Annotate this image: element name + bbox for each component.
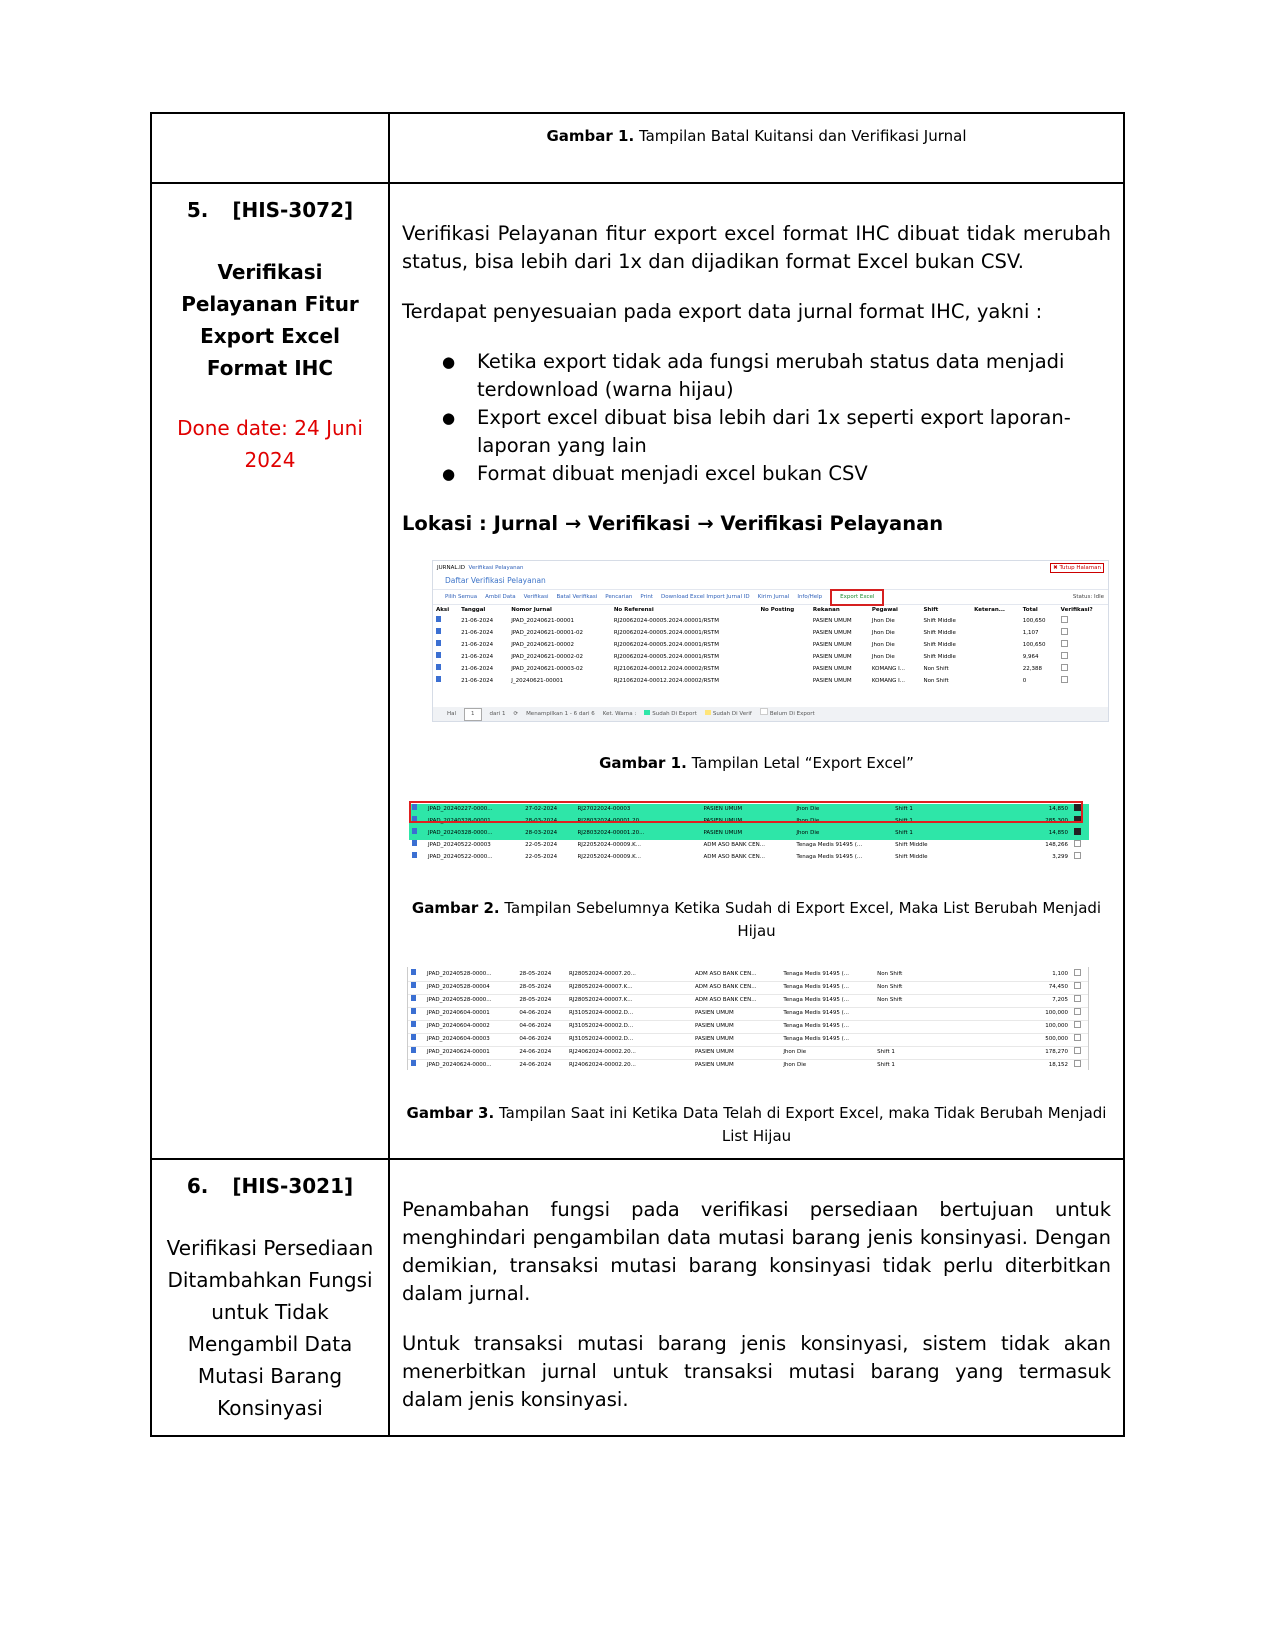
paragraph: Penambahan fungsi pada verifikasi persediaan bertujuan untuk menghindari pengambilan data mutasi barang jenis konsinyasi. Dengan demikian, transaksi mutasi barang konsinyasi tidak perlu diterbitkan dalam jurnal. — [402, 1198, 1111, 1305]
verify-checkbox[interactable] — [1074, 828, 1081, 835]
document-icon — [411, 1047, 416, 1053]
verify-checkbox[interactable] — [1061, 664, 1068, 671]
verify-checkbox[interactable] — [1074, 982, 1081, 989]
table-row[interactable]: 21-06-2024 JPAD_20240621-00002 RJ20062024-00005.2024.00001/RSTM PASIEN UMUM Jhon Die Shift Middle 100,650 — [433, 640, 1108, 652]
grid-header: Aksi Tanggal Nomor Jurnal No Referensi No Posting Rekanan Pegawai Shift Keteran... Total Verifikasi? — [436, 607, 1093, 613]
table-row[interactable]: 21-06-2024 JPAD_20240621-00001-02 RJ20062024-00005.2024.00001/RSTM PASIEN UMUM Jhon Die Shift Middle 1,107 — [433, 628, 1108, 640]
pagination-bar: Hal 1 dari 1 ⟳ Menampilkan 1 - 6 dari 6 Ket. Warna : Sudah Di Export Sudah Di Verif Belum Di Export — [433, 707, 1108, 721]
document-icon[interactable] — [436, 616, 441, 622]
screenshot-export-no-green — [407, 967, 1089, 1070]
document-icon[interactable] — [436, 628, 441, 634]
table-row[interactable]: 21-06-2024 JPAD_20240621-00002-02 RJ20062024-00005.2024.00001/RSTM PASIEN UMUM Jhon Die Shift Middle 9,964 — [433, 652, 1108, 664]
table-row[interactable]: JPAD_20240227-0000... 27-02-2024 RJ27022024-00003 PASIEN UMUM Jhon Die Shift 1 14,850 — [409, 804, 1089, 816]
send-journal-button[interactable]: Kirim Jurnal — [757, 593, 790, 600]
table-row[interactable]: JPAD_20240604-00003 04-06-2024 RJ31052024-00002.D... PASIEN UMUM Tenaga Medis 91495 (... 500,000 — [408, 1034, 1088, 1047]
verify-checkbox[interactable] — [1074, 995, 1081, 1002]
item-6-content — [389, 1159, 1124, 1436]
document-icon — [412, 828, 417, 834]
search-button[interactable]: Pencarian — [605, 593, 633, 600]
item-heading: 5. [HIS-3072] — [186, 198, 354, 222]
panel-title: Daftar Verifikasi Pelayanan — [433, 575, 1108, 590]
document-icon — [411, 1060, 416, 1066]
toolbar — [433, 590, 1108, 605]
item-title: Verifikasi Pelayanan Fitur Export Excel Format IHC — [181, 260, 359, 380]
table-row — [151, 113, 1124, 183]
table-row[interactable]: JPAD_20240624-00001 24-06-2024 RJ24062024-00002.20... PASIEN UMUM Jhon Die Shift 1 178,270 — [408, 1047, 1088, 1060]
figure-caption: Gambar 1. Tampilan Letal “Export Excel” — [599, 754, 914, 772]
export-excel-button[interactable]: Export Excel — [830, 589, 884, 606]
breadcrumb-link[interactable]: Verifikasi Pelayanan — [468, 564, 524, 571]
document-icon[interactable] — [436, 676, 441, 682]
verify-checkbox[interactable] — [1074, 1008, 1081, 1015]
table-row[interactable]: JPAD_20240522-00003 22-05-2024 RJ22052024-00009.K... ADM ASO BANK CEN... Tenaga Medis 91495 (... Shift Middle 148,266 — [409, 840, 1089, 852]
empty-left-cell — [151, 113, 389, 183]
figure-caption: Gambar 1. Tampilan Batal Kuitansi dan Verifikasi Jurnal — [546, 127, 967, 145]
table-row[interactable]: 21-06-2024 JPAD_20240621-00003-02 RJ21062024-00012.2024.00002/RSTM PASIEN UMUM KOMANG I... Non Shift 22,388 — [433, 664, 1108, 676]
document-icon — [412, 840, 417, 846]
table-row[interactable]: 21-06-2024 J_20240621-00001 RJ21062024-00012.2024.00002/RSTM PASIEN UMUM KOMANG I... Non Shift 0 — [433, 676, 1108, 688]
document-icon — [411, 1021, 416, 1027]
download-excel-button[interactable]: Download Excel Import Jurnal ID — [660, 593, 750, 600]
list-item: ● Format dibuat menjadi excel bukan CSV — [442, 460, 1111, 488]
document-icon[interactable] — [436, 664, 441, 670]
table-row[interactable]: JPAD_20240328-0000... 28-03-2024 RJ28032024-00001.20... PASIEN UMUM Jhon Die Shift 1 14,850 — [409, 828, 1089, 840]
data-grid — [408, 969, 1088, 1070]
verify-checkbox[interactable] — [1061, 652, 1068, 659]
verify-checkbox[interactable] — [1074, 969, 1081, 976]
table-row[interactable]: JPAD_20240624-0000... 24-06-2024 RJ24062024-00002.20... PASIEN UMUM Jhon Die Shift 1 18,152 — [408, 1060, 1088, 1071]
item-5-content — [389, 183, 1124, 1159]
verify-button[interactable]: Verifikasi — [523, 593, 549, 600]
verify-checkbox[interactable] — [1074, 1021, 1081, 1028]
cancel-verify-button[interactable]: Batal Verifikasi — [556, 593, 598, 600]
item-title: Verifikasi Persediaan Ditambahkan Fungsi untuk Tidak Mengambil Data Mutasi Barang Konsinyasi — [166, 1236, 374, 1420]
list-item: ● Ketika export tidak ada fungsi merubah status data menjadi terdownload (warna hijau) — [442, 348, 1111, 404]
verify-checkbox[interactable] — [1061, 676, 1068, 683]
verify-checkbox[interactable] — [1061, 628, 1068, 635]
document-icon — [411, 1008, 416, 1014]
paragraph: Terdapat penyesuaian pada export data jurnal format IHC, yakni : — [402, 300, 1043, 323]
page-input[interactable]: 1 — [464, 708, 482, 721]
table-row — [151, 183, 1124, 1159]
document-icon — [412, 852, 417, 858]
table-row[interactable]: JPAD_20240604-00001 04-06-2024 RJ31052024-00002.D... PASIEN UMUM Tenaga Medis 91495 (... 100,000 — [408, 1008, 1088, 1021]
highlight-box — [409, 801, 1083, 823]
document-icon — [411, 969, 416, 975]
table-row[interactable]: JPAD_20240522-0000... 22-05-2024 RJ22052024-00009.K... ADM ASO BANK CEN... Tenaga Medis 91495 (... Shift Middle 3,299 — [409, 852, 1089, 861]
paragraph: Untuk transaksi mutasi barang jenis konsinyasi, sistem tidak akan menerbitkan jurnal untuk transaksi mutasi barang yang termasuk dalam jenis konsinyasi. — [402, 1332, 1111, 1411]
verify-checkbox[interactable] — [1074, 852, 1081, 859]
verify-checkbox[interactable] — [1074, 840, 1081, 847]
figure-caption: Gambar 3. Tampilan Saat ini Ketika Data Telah di Export Excel, maka Tidak Berubah Menjadi List Hijau — [406, 1104, 1107, 1145]
document-icon[interactable] — [436, 652, 441, 658]
item-6-cell — [151, 1159, 389, 1436]
table-row — [151, 1159, 1124, 1436]
done-date: Done date: 24 Juni 2024 — [177, 416, 363, 472]
verify-checkbox[interactable] — [1061, 640, 1068, 647]
verify-checkbox[interactable] — [1074, 1034, 1081, 1041]
item-5-cell — [151, 183, 389, 1159]
location-path: Lokasi : Jurnal → Verifikasi → Verifikasi Pelayanan — [402, 512, 944, 535]
legend-swatch-verified — [705, 710, 711, 715]
table-row[interactable]: 21-06-2024 JPAD_20240621-00001 RJ20062024-00005.2024.00001/RSTM PASIEN UMUM Jhon Die Shift Middle 100,650 — [433, 616, 1108, 628]
table-row[interactable]: JPAD_20240328-00001 28-03-2024 RJ28032024-00001.20... PASIEN UMUM Jhon Die Shift 1 285,300 — [409, 816, 1089, 828]
table-row[interactable]: JPAD_20240528-0000... 28-05-2024 RJ28052024-00007.20... ADM ASO BANK CEN... Tenaga Medis 91495 (... Non Shift 1,100 — [408, 969, 1088, 982]
paragraph: Verifikasi Pelayanan fitur export excel format IHC dibuat tidak merubah status, bisa lebih dari 1x dan dijadikan format Excel bukan CSV. — [402, 222, 1111, 273]
fetch-data-button[interactable]: Ambil Data — [485, 593, 516, 600]
figure-caption: Gambar 2. Tampilan Sebelumnya Ketika Sudah di Export Excel, Maka List Berubah Menjadi Hijau — [411, 899, 1102, 940]
breadcrumb: JURNAL.ID Verifikasi Pelayanan ✖ Tutup Halaman — [433, 561, 1108, 575]
table-row[interactable]: JPAD_20240604-00002 04-06-2024 RJ31052024-00002.D... PASIEN UMUM Tenaga Medis 91495 (... 100,000 — [408, 1021, 1088, 1034]
verify-checkbox[interactable] — [1074, 1047, 1081, 1054]
info-help-button[interactable]: Info/Help — [797, 593, 823, 600]
verify-checkbox[interactable] — [1061, 616, 1068, 623]
document-icon — [411, 982, 416, 988]
print-button[interactable]: Print — [640, 593, 653, 600]
verify-checkbox[interactable] — [1074, 1060, 1081, 1067]
item-heading: 6. [HIS-3021] — [186, 1174, 354, 1198]
select-all[interactable]: Pilih Semua — [445, 593, 478, 600]
legend-swatch-exported — [644, 710, 650, 715]
document-icon — [411, 995, 416, 1001]
list-item: ● Export excel dibuat bisa lebih dari 1x seperti export laporan-laporan yang lain — [442, 404, 1111, 460]
legend-swatch-not-exported — [760, 708, 768, 715]
status-text: Status: Idle — [1072, 593, 1104, 600]
document-table — [150, 112, 1125, 1437]
refresh-icon[interactable]: ⟳ — [513, 710, 519, 717]
close-page-button[interactable]: ✖ Tutup Halaman — [1050, 563, 1104, 573]
data-grid — [433, 605, 1108, 688]
table-row[interactable]: JPAD_20240528-0000... 28-05-2024 RJ28052024-00007.K... ADM ASO BANK CEN... Tenaga Medis 91495 (... Non Shift 7,205 — [408, 995, 1088, 1008]
screenshot-verifikasi-pelayanan — [432, 560, 1109, 722]
bullet-list — [402, 348, 1111, 488]
screenshot-export-green-rows — [409, 801, 1089, 861]
document-icon — [411, 1034, 416, 1040]
table-row[interactable]: JPAD_20240528-00004 28-05-2024 RJ28052024-00007.K... ADM ASO BANK CEN... Tenaga Medis 91495 (... Non Shift 74,450 — [408, 982, 1088, 995]
document-icon[interactable] — [436, 640, 441, 646]
caption-cell — [389, 113, 1124, 183]
